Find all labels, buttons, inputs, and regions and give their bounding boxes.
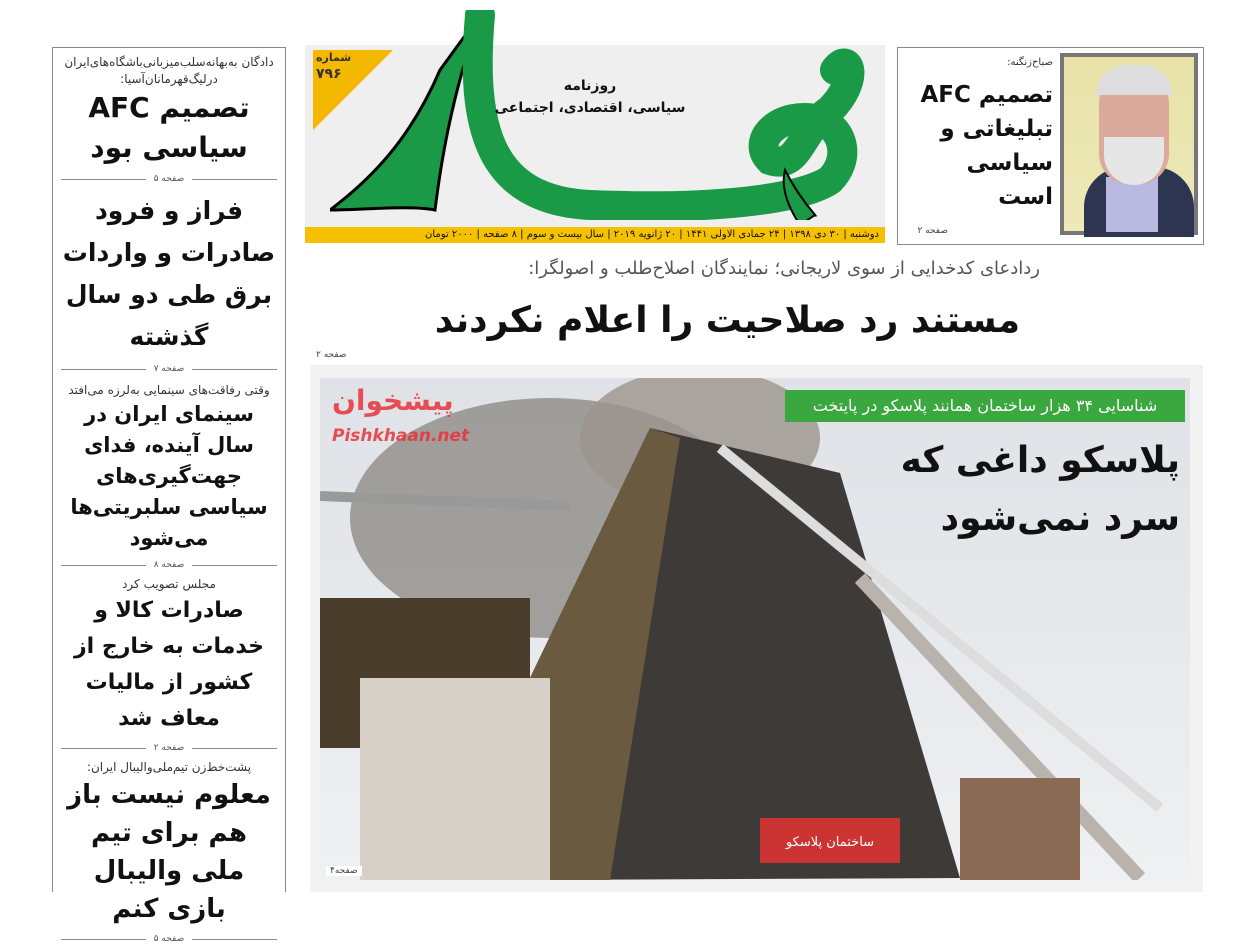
left-column	[52, 47, 286, 944]
kicker: صباح‌زنگنه:	[1007, 57, 1053, 68]
page-ref: صفحه ۵	[61, 174, 277, 184]
headline[interactable]: سینمای ایران در سال آینده، فدای جهت‌گیری‌های سیاسی سلبریتی‌ها می‌شود	[70, 402, 268, 550]
watermark-fa: پیشخوان	[332, 384, 454, 417]
photo-headline[interactable]: پلاسکو داغی که سرد نمی‌شود	[900, 440, 1180, 539]
page-ref: صفحه ۲	[61, 743, 277, 753]
lead-headline[interactable]: مستند رد صلاحیت را اعلام نکردند	[434, 300, 1020, 341]
page-ref: صفحه ۸	[61, 560, 277, 570]
issue-number: شماره ۷۹۶	[316, 51, 352, 82]
kicker: مجلس تصویب کرد	[122, 577, 216, 591]
kicker: وقتی رفاقت‌های سینمایی به‌لرزه می‌افتد	[68, 383, 270, 397]
headline[interactable]: معلوم نیست باز هم برای تیم ملی والیبال بازی کنم	[67, 780, 271, 924]
page-ref: صفحه ۲	[917, 226, 948, 236]
headline[interactable]: صادرات کالا و خدمات به خارج از کشور از مالیات معاف شد	[74, 598, 264, 731]
masthead-subtitle: روزنامه سیاسی، اقتصادی، اجتماعی	[494, 78, 686, 116]
photo-banner: شناسایی ۳۴ هزار ساختمان همانند پلاسکو در پایتخت	[785, 390, 1185, 422]
headline[interactable]: تصمیم AFC تبلیغاتی و سیاسی است	[920, 82, 1053, 210]
page-ref: صفحه۴	[326, 866, 362, 876]
page-ref: صفحه ۷	[61, 364, 277, 374]
kicker: دادگان به‌بهانه‌سلب‌میزبانی‌باشگاه‌های‌ایران درلیگ‌قهرمانان‌آسیا:	[64, 55, 274, 86]
page-ref: صفحه ۲	[316, 350, 347, 360]
headline[interactable]: تصمیم AFC سیاسی بود	[88, 91, 250, 164]
page-ref: صفحه ۵	[61, 934, 277, 944]
building-sign: ساختمان پلاسکو	[785, 835, 875, 850]
kicker: پشت‌خط‌زن تیم‌ملی‌والیبال ایران:	[86, 760, 252, 774]
lead-kicker: ردادعای کدخدایی از سوی لاریجانی؛ نمایندگان اصلاح‌طلب و اصولگرا:	[528, 258, 1040, 279]
portrait-photo	[1060, 53, 1198, 235]
date-line: دوشنبه | ۳۰ دی ۱۳۹۸ | ۲۴ جمادی الاولی ۱۴۴۱ | ۲۰ ژانویه ۲۰۱۹ | سال بیست و سوم | ۸ صفحه | ۲۰۰۰ تومان	[305, 227, 885, 243]
watermark: Pishkhaan.net	[332, 426, 470, 446]
headline[interactable]: فراز و فرود صادرات و واردات برق طی دو سال گذشته	[62, 196, 276, 351]
